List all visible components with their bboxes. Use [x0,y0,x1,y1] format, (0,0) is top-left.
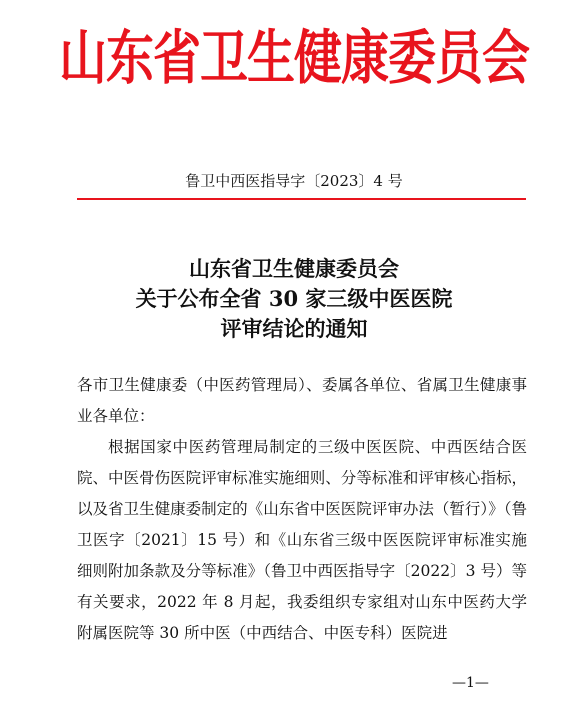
page-number: —1— [452,675,489,691]
title-line-3: 评审结论的通知 [220,316,368,341]
title-line-1: 山东省卫生健康委员会 [189,256,399,281]
red-divider-line [77,198,526,200]
masthead-title: 山东省卫生健康委员会 [58,24,529,93]
body-paragraph: 根据国家中医药管理局制定的三级中医医院、中西医结合医院、中医骨伤医院评审标准实施细则、分等标准和评审核心指标，以及省卫生健康委制定的《山东省中医医院评审办法（暂行）》（鲁卫医字〔2021〕15 号）和《山东省三级中医医院评审标准实施细则附加条款及分等标准》（鲁卫中西医指导字〔2022〕3 号）等有关要求，2022 年 8 月起，我委组织专家组对山东中医药大学附属医院等 30 所中医（中西结合、中医专科）医院进 [77,438,527,642]
document-body [77,370,527,649]
notice-title [0,254,588,344]
addressee: 各市卫生健康委（中医药管理局）、委属各单位、省属卫生健康事业各单位： [77,376,527,425]
title-line-2: 关于公布全省 30 家三级中医医院 [135,286,453,311]
document-number: 鲁卫中西医指导字〔2023〕4 号 [185,172,403,190]
